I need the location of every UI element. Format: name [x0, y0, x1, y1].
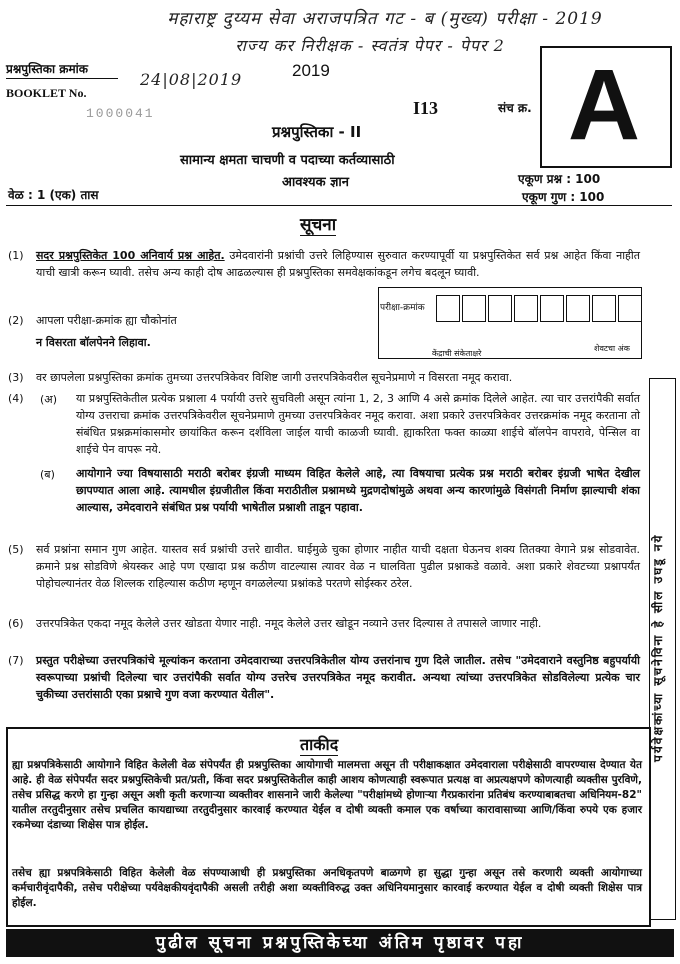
instruction-5: सर्व प्रश्नांना समान गुण आहेत. यास्तव सर्व प्रश्नांची उत्तरे द्यावीत. घाईमुळे चुका होणार नाहीत याची दक्षता घेऊनच शक्य तितक्या वेगाने प्रश्न सोडवावेत. क्रमाने प्रश्न सोडविणे श्रेयस्कर आहे पण एखादा प्रश्न कठीण वाटल्यास त्यावर वेळ न घालविता पुढील प्रश्नाकडे वळावे. अशा प्रकारे शेवटच्या प्रश्नापर्यंत पोहोचल्यानंतर वेळ शिल्लक राहिल्यास कठीण म्हणून वगळलेल्या प्रश्नांकडे परतणे सोईस्कर ठरेल.: [36, 543, 640, 590]
instructions-title: सूचना: [300, 212, 336, 236]
booklet-title: प्रश्नपुस्तिका - II: [272, 123, 362, 141]
set-label: संच क्र.: [498, 101, 532, 115]
instruction-number: (6): [8, 617, 24, 630]
instruction-1-text: उमेदवारांनी प्रश्नांची उत्तरे लिहिण्यास सुरुवात करण्यापूर्वी या प्रश्नपुस्तिकेत सर्व प्रश्न आहेत किंवा नाहीत याची खात्री करून घ्यावी. तसेच अन्य काही दोष आढळल्यास ही प्रश्नपुस्तिका समवेक्षकांकडून लगेच बदलून घ्यावी.: [36, 249, 640, 279]
booklet-number-label: प्रश्नपुस्तिका क्रमांक: [6, 60, 118, 79]
instruction-number: (5): [8, 543, 24, 556]
instruction-number: (4): [8, 392, 24, 405]
instruction-number: (1): [8, 249, 24, 262]
instruction-7: प्रस्तुत परीक्षेच्या उत्तरपत्रिकांचे मूल्यांकन करताना उमेदवाराच्या उत्तरपत्रिकेतील योग्य उत्तरांनाच गुण दिले जातील. तसेच "उमेदवाराने वस्तुनिष्ठ बहुपर्यायी स्वरूपाच्या प्रश्नांची दिलेल्या चार उत्तरांपैकी सर्वात योग्य उत्तरेच उत्तरपत्रिकेत नमूद करावीत. अन्यथा त्यांच्या उत्तरपत्रिकेत सोडविलेल्या प्रत्येक चार चुकीच्या उत्तरांसाठी एका प्रश्नाचे गुण वजा करण्यात येतील".: [36, 654, 640, 701]
candidate-number-cell[interactable]: [488, 295, 512, 322]
instruction-1-emphasis: सदर प्रश्नपुस्तिकेत 100 अनिवार्य प्रश्न आहेत.: [36, 249, 225, 262]
candidate-number-cell[interactable]: [618, 295, 642, 322]
instruction-number: (3): [8, 371, 24, 384]
instruction-subnumber: (ब): [40, 468, 55, 481]
total-questions: एकूण प्रश्न : 100: [518, 172, 601, 186]
handwritten-paper-name: राज्य कर निरीक्षक - स्वतंत्र पेपर - पेपर 2: [235, 36, 505, 55]
candidate-number-cell[interactable]: [514, 295, 538, 322]
candidate-number-cell[interactable]: [592, 295, 616, 322]
warning-paragraph-2: तसेच ह्या प्रश्नपत्रिकेसाठी विहित केलेली वेळ संपण्याआधी ही प्रश्नपुस्तिका अनधिकृतपणे बाळगणे हा सुद्धा गुन्हा असून तसे करणारी व्यक्ती आयोगाच्या कर्मचारीवृंदापैकी, तसेच परीक्षेच्या पर्यवेक्षकीयवृंदापैकी असली तरीही अशा व्यक्तीविरुद्ध उक्त अधिनियमानुसार कारवाई करण्यात येईल व दोषी व्यक्ती शिक्षेस पात्र होईल.: [12, 867, 642, 909]
instruction-number: (7): [8, 654, 24, 667]
seal-notice: पर्यवेक्षकांच्या सूचनेविना हे सील उघडू नये: [651, 533, 665, 763]
booklet-code: I13: [413, 98, 439, 118]
candidate-number-label: परीक्षा-क्रमांक: [380, 303, 425, 313]
candidate-number-cell[interactable]: [566, 295, 590, 322]
candidate-number-cells: [436, 295, 644, 322]
candidate-number-cell[interactable]: [540, 295, 564, 322]
total-marks: एकूण गुण : 100: [522, 190, 605, 204]
last-digit-label: शेवटचा अंक: [594, 344, 630, 353]
instruction-2-line2: न विसरता बॉलपेनने लिहावा.: [36, 336, 151, 349]
instruction-2-line1: आपला परीक्षा-क्रमांक ह्या चौकोनांत: [36, 314, 177, 327]
instruction-4b: आयोगाने ज्या विषयासाठी मराठी बरोबर इंग्रजी माध्यम विहित केलेले आहे, त्या विषयाचा प्रत्येक प्रश्न मराठी बरोबर इंग्रजी भाषेत देखील छापण्यात आला आहे. त्यामधील इंग्रजीतील किंवा मराठीतील प्रश्नामध्ये मुद्रणदोषांमुळे अथवा अन्य कारणांमुळे विसंगती निर्माण झाल्याची शंका आल्यास, उमेदवाराने संबंधित प्रश्न पर्यायी भाषेतील प्रश्नाशी ताडून पहावा.: [76, 467, 640, 514]
exam-time: वेळ : 1 (एक) तास: [8, 188, 99, 202]
booklet-number: 1000041: [86, 106, 155, 121]
instruction-subnumber: (अ): [40, 393, 57, 406]
exam-year: 2019: [292, 61, 330, 80]
instruction-6: उत्तरपत्रिकेत एकदा नमूद केलेले उत्तर खोडता येणार नाही. नमूद केलेले उत्तर खोडून नव्याने उत्तर दिल्यास ते तपासले जाणार नाही.: [36, 617, 542, 630]
booklet-number-label-en: BOOKLET No.: [6, 86, 87, 100]
instruction-3: वर छापलेला प्रश्नपुस्तिका क्रमांक तुमच्या उत्तरपत्रिकेवर विशिष्ट जागी उत्तरपत्रिकेवरील सूचनेप्रमाणे न विसरता नमूद करावा.: [36, 371, 513, 384]
booklet-subtitle: सामान्य क्षमता चाचणी व पदाच्या कर्तव्यासाठी: [180, 153, 395, 168]
candidate-number-cell[interactable]: [436, 295, 460, 322]
warning-paragraph-1: ह्या प्रश्नपत्रिकेसाठी आयोगाने विहित केलेली वेळ संपेपर्यंत ही प्रश्नपुस्तिका आयोगाची मालमत्ता असून ती परीक्षाकक्षात उमेदवाराला परीक्षेसाठी वापरण्यास देण्यात येत आहे. ही वेळ संपेपर्यंत सदर प्रश्नपुस्तिकेची प्रत/प्रती, किंवा सदर प्रश्नपुस्तिकेतील काही आशय कोणत्याही स्वरूपात प्रत्यक्ष वा अप्रत्यक्षपणे कोणत्याही व्यक्तीस पुरविणे, तसेच प्रसिद्ध करणे हा गुन्हा असून अशी कृती करणाऱ्या व्यक्तीवर शासनाने जारी केलेल्या "परीक्षांमध्ये होणाऱ्या गैरप्रकारांना प्रतिबंध करण्याबाबतचा अधिनियम-82" यातील तरतुदीनुसार तसेच प्रचलित कायद्याच्या तरतुदीनुसार कारवाई करण्यात येईल व दोषी व्यक्ती कमाल एक वर्षाच्या कारावासाच्या आणि/किंवा रुपये एक हजार रकमेच्या दंडाच्या शिक्षेस पात्र होईल.: [12, 759, 642, 831]
handwritten-date: 24|08|2019: [140, 70, 243, 89]
set-letter: A: [567, 49, 641, 161]
warning-title: ताकीद: [300, 735, 339, 754]
footer-banner: पुढील सूचना प्रश्नपुस्तिकेच्या अंतिम पृष्ठावर पहा: [6, 929, 674, 957]
candidate-number-cell[interactable]: [462, 295, 486, 322]
handwritten-exam-name: महाराष्ट्र दुय्यम सेवा अराजपत्रित गट - ब (मुख्य) परीक्षा - 2019: [167, 9, 603, 29]
header-divider: [6, 205, 672, 206]
instruction-number: (2): [8, 314, 24, 327]
instruction-4a: या प्रश्नपुस्तिकेतील प्रत्येक प्रश्नाला 4 पर्यायी उत्तरे सुचविली असून त्यांना 1, 2, 3 आणि 4 असे क्रमांक दिलेले आहेत. त्या चार उत्तरांपैकी सर्वात योग्य उत्तराचा क्रमांक उत्तरपत्रिकेवरील सूचनेप्रमाणे तुमच्या उत्तरपत्रिकेवर नमूद करावा. अशा प्रकारे उत्तरपत्रिकेवर उत्तरक्रमांक नमूद करताना तो संबंधित प्रश्नक्रमांकासमोर छायांकित करून दर्शविला जाईल याची काळजी घ्यावी. ह्याकरिता फक्त काळ्या शाईचे बॉलपेन वापरावे, पेन्सिल वा शाईचे पेन वापरू नये.: [76, 392, 640, 456]
centre-code-label: केंद्राची संकेताक्षरे: [432, 349, 482, 358]
booklet-subtitle-2: आवश्यक ज्ञान: [282, 175, 350, 190]
instruction-1: [36, 247, 640, 281]
